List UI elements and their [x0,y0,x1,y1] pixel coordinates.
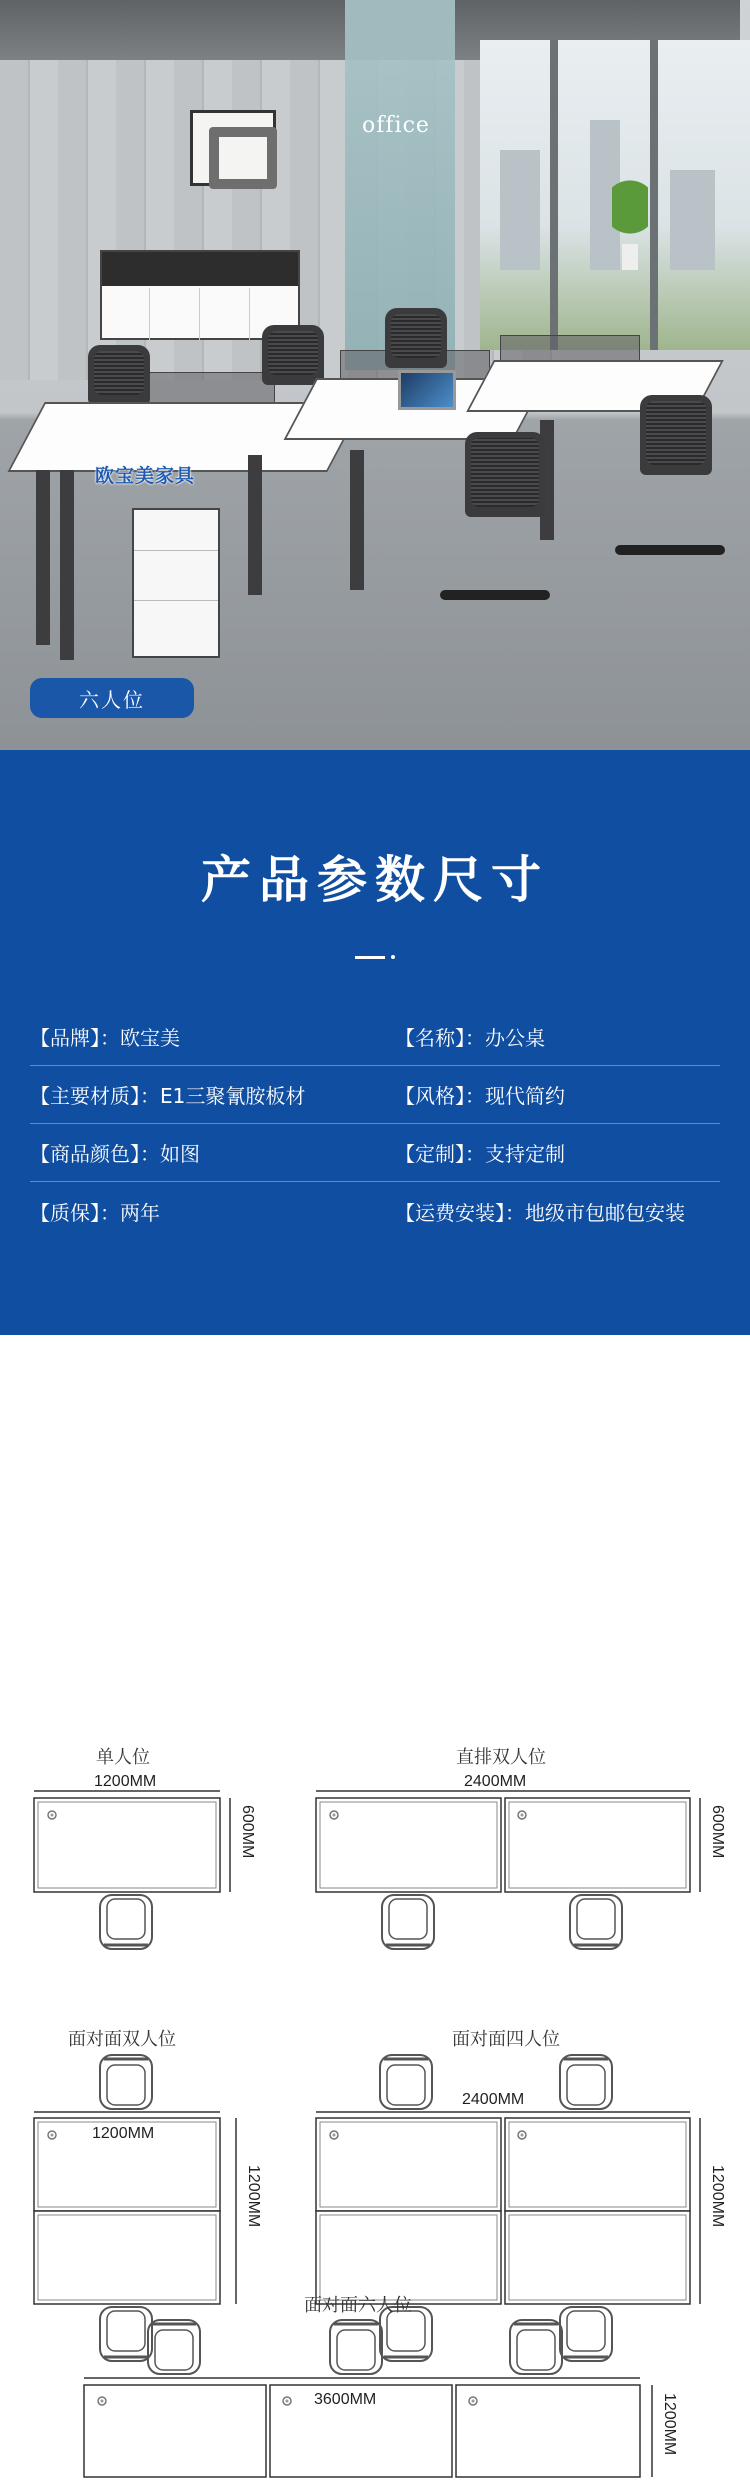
office-chair [640,395,712,475]
spec-shipping: 【运费安装】：地级市包邮包安装 [395,1200,685,1225]
spec-name: 【名称】：办公桌 [395,1026,545,1050]
title-divider [0,952,750,962]
plan-width-face-four: 2400MM [462,2091,525,2108]
spec-row [30,1182,720,1240]
potted-plant [612,180,648,270]
desk-leg [350,450,364,590]
chair-base [440,590,550,600]
spec-color: 【商品颜色】：如图 [30,1142,200,1166]
plan-title-single: 单人位 [96,1747,150,1768]
brand-watermark: 欧宝美家具 [95,465,196,487]
plan-depth-face-six: 1200MM [661,2393,678,2456]
spec-style: 【风格】：现代简约 [395,1084,565,1108]
plan-title-face-double: 面对面双人位 [68,2029,176,2050]
desk-leg [248,455,262,595]
plan-depth-double-row: 600MM [709,1805,726,1859]
laptop [398,370,456,410]
product-hero-image [0,0,750,750]
plan-single [34,1791,230,1949]
desk-leg [36,470,50,645]
spec-warranty: 【质保】：两年 [30,1200,160,1225]
spec-row [30,1008,720,1066]
mobile-pedestal [132,508,220,658]
spec-row [30,1066,720,1124]
spec-table [30,1008,720,1240]
spec-customization: 【定制】：支持定制 [395,1142,565,1166]
plan-depth-single: 600MM [239,1805,256,1859]
wall-art [190,110,276,186]
plan-depth-face-four: 1200MM [709,2165,726,2228]
plan-face-double [34,2055,236,2361]
seat-count-badge: 六人位 [30,678,194,718]
section-title: 产品参数尺寸 [201,851,549,909]
office-chair [88,345,150,405]
spec-brand: 【品牌】：欧宝美 [30,1026,180,1050]
spec-material: 【主要材质】：E1三聚氰胺板材 [30,1084,306,1108]
office-chair [465,432,545,517]
spec-row [30,1124,720,1182]
plan-width-single: 1200MM [94,1773,157,1790]
plan-width-face-double: 1200MM [92,2125,155,2142]
plan-depth-face-double: 1200MM [245,2165,262,2228]
desk-leg [60,470,74,660]
chair-base [615,545,725,555]
office-chair [385,308,447,368]
dimension-drawings [0,1335,750,2483]
plan-title-face-six: 面对面六人位 [304,2295,412,2316]
office-chair [262,325,324,385]
office-sign: office [362,113,430,138]
plan-title-double-row: 直排双人位 [456,1747,546,1768]
plan-double-row [316,1791,700,1949]
spec-section [0,750,750,1335]
plan-width-double-row: 2400MM [464,1773,527,1790]
plan-width-face-six: 3600MM [314,2391,377,2408]
plan-title-face-four: 面对面四人位 [452,2029,560,2050]
